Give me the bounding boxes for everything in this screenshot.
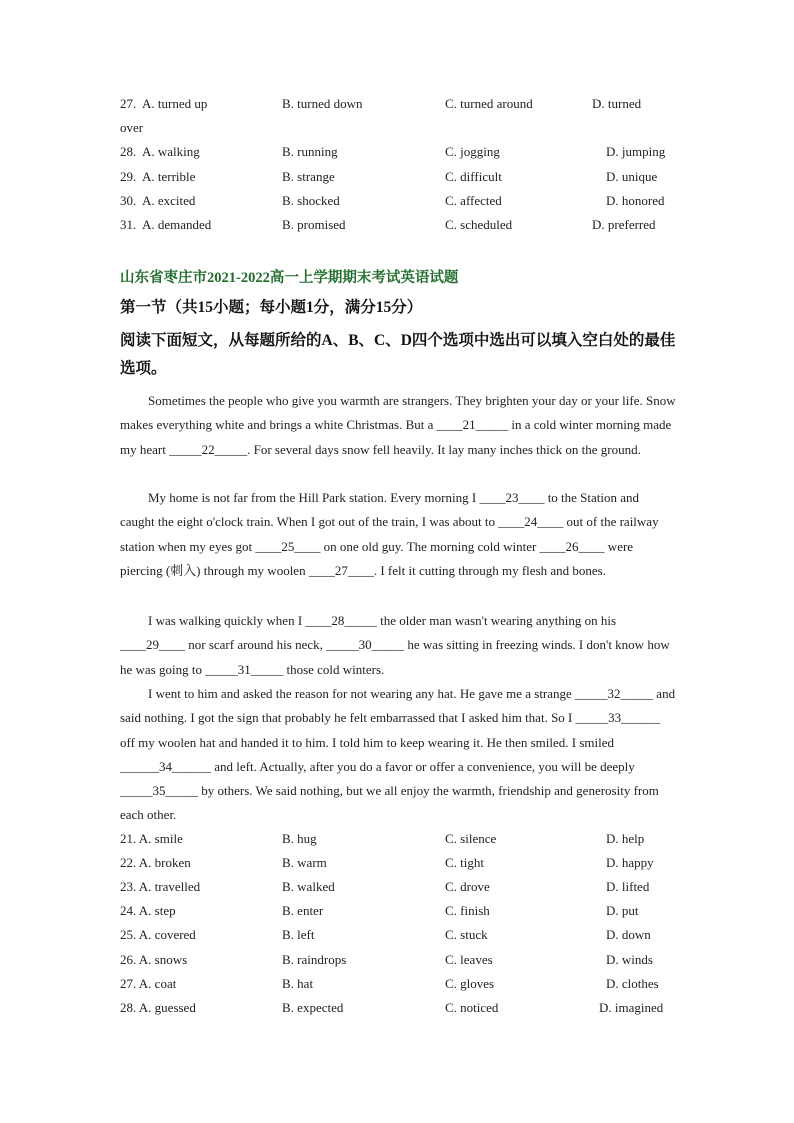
option-a: 25. A. covered bbox=[120, 927, 196, 942]
option-d: D. winds bbox=[606, 952, 653, 967]
option-b: B. running bbox=[282, 144, 338, 159]
option-a: 28. A. guessed bbox=[120, 1000, 196, 1015]
option-c: C. affected bbox=[445, 193, 502, 208]
option-b: B. hat bbox=[282, 976, 314, 991]
exam-heading: 山东省枣庄市2021-2022高一上学期期末考试英语试题 bbox=[120, 270, 459, 286]
option-d: D. down bbox=[606, 927, 651, 942]
option-num: 31. bbox=[120, 217, 137, 232]
instruction-text: 阅读下面短文，从每题所给的A、B、C、D四个选项中选出可以填入空白处的最佳选项。 bbox=[120, 332, 676, 377]
option-b: B. left bbox=[282, 927, 315, 942]
option-num: 27. bbox=[120, 96, 137, 111]
option-row-30 bbox=[120, 190, 680, 212]
option-c: C. finish bbox=[445, 903, 490, 918]
passage-paragraph-2: My home is not far from the Hill Park station. Every morning I ____23____ to the Station and caught the eight o'clock train. When I got out of the train, I was about to ____24____ out of the railway station when my eyes got ____25____ on one old guy. The morning cold winter ____26____ were piercing (刺入) through my woolen ____27____. I felt it cutting through my flesh and bones. bbox=[120, 490, 659, 578]
option-c: C. tight bbox=[445, 855, 485, 870]
option-d: D. preferred bbox=[592, 217, 656, 232]
option-b: B. enter bbox=[282, 903, 324, 918]
option-c: C. scheduled bbox=[445, 217, 513, 232]
option-a: 26. A. snows bbox=[120, 952, 188, 967]
option-a: A. turned up bbox=[142, 96, 208, 111]
option-d: D. put bbox=[606, 903, 639, 918]
option-b: B. walked bbox=[282, 879, 335, 894]
option-c: C. gloves bbox=[445, 976, 495, 991]
option-row-25 bbox=[120, 924, 680, 946]
option-row-26 bbox=[120, 949, 680, 971]
option-b: B. raindrops bbox=[282, 952, 347, 967]
option-d: D. jumping bbox=[606, 144, 666, 159]
option-d: D. turned bbox=[592, 96, 642, 111]
option-c: C. silence bbox=[445, 831, 497, 846]
passage-paragraph-3: I was walking quickly when I ____28_____ the older man wasn't wearing anything on his ____29____ nor scarf around his neck, _____30_____ he was sitting in freezing winds. I don't know how he was going to _____31_____ those cold winters. bbox=[120, 613, 670, 677]
option-d: D. honored bbox=[606, 193, 665, 208]
option-c: C. difficult bbox=[445, 169, 502, 184]
section-title: 第一节（共15小题；每小题1分，满分15分） bbox=[120, 299, 423, 316]
option-a: 24. A. step bbox=[120, 903, 176, 918]
option-b: B. shocked bbox=[282, 193, 340, 208]
option-d: D. help bbox=[606, 831, 645, 846]
option-row-29 bbox=[120, 166, 680, 188]
option-num: 30. bbox=[120, 193, 137, 208]
option-b: B. hug bbox=[282, 831, 317, 846]
option-c: C. leaves bbox=[445, 952, 493, 967]
option-row-22 bbox=[120, 852, 680, 874]
option-d: D. unique bbox=[606, 169, 658, 184]
option-a: A. demanded bbox=[142, 217, 212, 232]
option-b: B. turned down bbox=[282, 96, 363, 111]
option-b: B. strange bbox=[282, 169, 335, 184]
option-a: A. walking bbox=[142, 144, 200, 159]
option-d: D. lifted bbox=[606, 879, 650, 894]
option-b: B. promised bbox=[282, 217, 346, 232]
option-a: 27. A. coat bbox=[120, 976, 177, 991]
option-row-27 bbox=[120, 93, 680, 115]
option-row-27b bbox=[120, 973, 680, 995]
option-c: C. turned around bbox=[445, 96, 533, 111]
option-d: D. imagined bbox=[599, 1000, 664, 1015]
option-row-23 bbox=[120, 876, 680, 898]
option-a: A. excited bbox=[142, 193, 196, 208]
option-row-28b bbox=[120, 997, 680, 1019]
option-d-wrap: over bbox=[120, 120, 144, 135]
option-b: B. warm bbox=[282, 855, 327, 870]
option-num: 29. bbox=[120, 169, 137, 184]
passage-paragraph-1: Sometimes the people who give you warmth are strangers. They brighten your day or your life. Snow makes everything white and brings a white Christmas. But a ____21_____ in a cold winter morning made my heart _____22_____. For several days snow fell heavily. It lay many inches thick on the ground. bbox=[120, 393, 676, 457]
option-a: 22. A. broken bbox=[120, 855, 191, 870]
option-c: C. jogging bbox=[445, 144, 500, 159]
option-num: 28. bbox=[120, 144, 137, 159]
option-d: D. clothes bbox=[606, 976, 659, 991]
option-row-24 bbox=[120, 900, 680, 922]
option-c: C. drove bbox=[445, 879, 490, 894]
option-row-31 bbox=[120, 214, 680, 236]
option-row-28 bbox=[120, 141, 680, 163]
option-d: D. happy bbox=[606, 855, 654, 870]
option-b: B. expected bbox=[282, 1000, 344, 1015]
option-a: 23. A. travelled bbox=[120, 879, 201, 894]
option-a: A. terrible bbox=[142, 169, 196, 184]
option-a: 21. A. smile bbox=[120, 831, 183, 846]
option-c: C. noticed bbox=[445, 1000, 499, 1015]
passage-paragraph-4: I went to him and asked the reason for not wearing any hat. He gave me a strange _____32_____ and said nothing. I got the sign that probably he felt embarrassed that I asked him that. So I _____33______ off my woolen hat and handed it to him. I told him to keep wearing it. He then smiled. I smiled ______34______ and left. Actually, after you do a favor or offer a convenience, you will be deeply _____35_____ by others. We said nothing, but we all enjoy the warmth, friendship and generosity from each other. bbox=[120, 686, 676, 823]
option-c: C. stuck bbox=[445, 927, 488, 942]
option-row-21 bbox=[120, 828, 680, 850]
